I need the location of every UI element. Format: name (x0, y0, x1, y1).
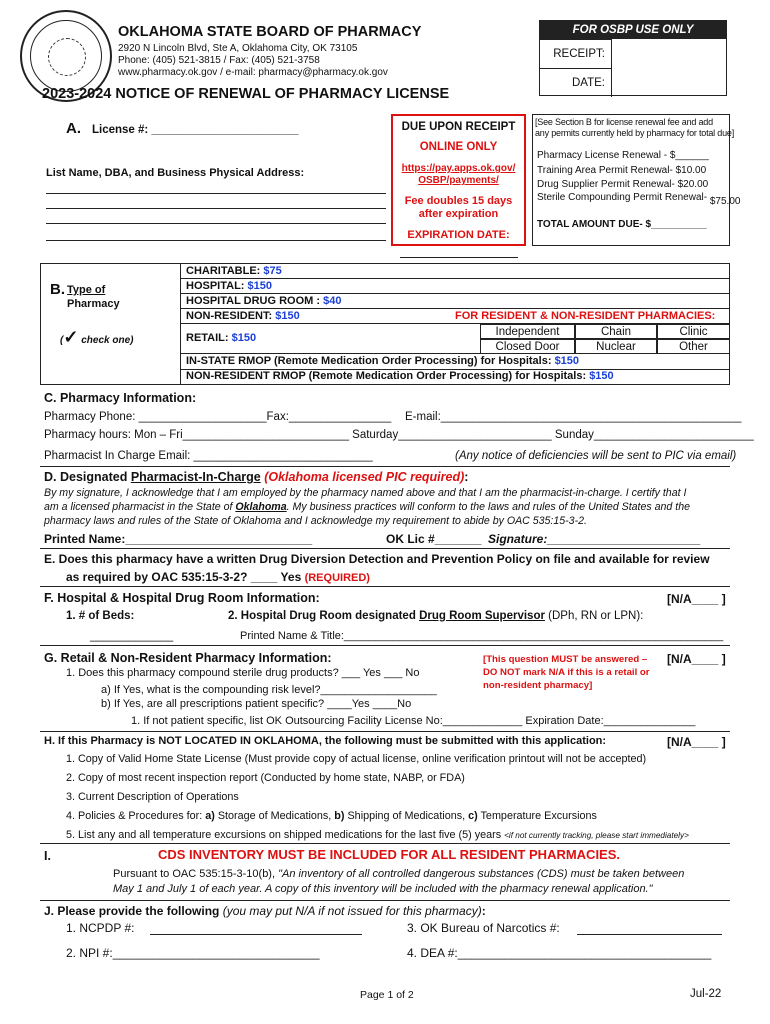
hospital-drug-room-fee: $40 (323, 295, 342, 307)
pharmacy-type-label: Pharmacy (67, 298, 120, 310)
divider-c (40, 466, 730, 467)
address-line-1[interactable] (46, 193, 386, 194)
kind-chain[interactable]: Chain (575, 324, 657, 339)
divider-d (40, 548, 730, 549)
license-number-field[interactable]: License #: _______________________ (92, 124, 299, 136)
section-j-title (44, 904, 486, 918)
h-item-3: 3. Current Description of Operations (66, 791, 239, 803)
h4-g: Temperature Excursions (477, 810, 597, 822)
pic-label: Pharmacist-In-Charge (130, 470, 261, 484)
diversion-required: (REQUIRED) (304, 572, 370, 584)
section-b-letter: B. (50, 281, 65, 298)
fees-note-1: [See Section B for license renewal fee and add (535, 117, 713, 127)
section-f-na[interactable]: [N/A____ ] (667, 592, 726, 606)
instate-rmop-label: IN-STATE RMOP (Remote Medication Order Processing) for Hospitals: (186, 355, 555, 367)
option-nonres-rmop[interactable] (186, 370, 614, 382)
bureau-narcotics-label: 3. OK Bureau of Narcotics #: (407, 921, 560, 935)
kind-other[interactable]: Other (657, 339, 730, 354)
check-paren: ( (60, 335, 64, 346)
h-item-1: 1. Copy of Valid Home State License (Must provide copy of actual license, online verification printout will not be accepted) (66, 753, 647, 765)
sterile-question[interactable]: 1. Does this pharmacy compound sterile drug products? ___ Yes ___ No (66, 667, 420, 679)
cds-text-2: May 1 and July 1 of each year. A copy of this inventory will be included with the pharmacy renewal application." (113, 883, 653, 895)
dea-field[interactable]: 4. DEA #:______________________________________ (407, 946, 712, 960)
address-line-2[interactable] (46, 208, 386, 209)
address-line-4[interactable] (46, 240, 386, 241)
type-of-text: Type of (67, 284, 106, 296)
diversion-policy-answer[interactable] (66, 570, 370, 584)
pharmacy-phone-fax-field[interactable]: Pharmacy Phone: ____________________Fax:________________ (44, 411, 392, 423)
section-g-na[interactable]: [N/A____ ] (667, 652, 726, 666)
training-fee: Training Area Permit Renewal- $10.00 (537, 165, 707, 176)
instate-rmop-fee: $150 (554, 355, 580, 367)
outsourcing-license-field[interactable]: 1. If not patient specific, list OK Outsourcing Facility License No:_____________ Expiration Date:_______________ (131, 715, 696, 727)
pic-acknowledgment-3: pharmacy laws and rules of the State of Oklahoma and I acknowledge my requirement to abide by OAC 535:15-3-2. (44, 515, 587, 527)
h4-f: c) (468, 810, 478, 822)
pic-acknowledgment-1: By my signature, I acknowledge that I am employed by the pharmacy named above and that I am the pharmacist-in-charge. I certify that I (44, 487, 687, 499)
board-phone: Phone: (405) 521-3815 / Fax: (405) 521-3758 (118, 55, 320, 66)
patient-specific-field[interactable]: b) If Yes, are all prescriptions patient specific? ____Yes ____No (101, 698, 412, 710)
cds-1a: Pursuant to OAC 535:15-3-10(b), (113, 868, 279, 880)
sup-post: (DPh, RN or LPN): (544, 610, 644, 622)
non-resident-fee: $150 (275, 310, 300, 322)
option-hospital[interactable] (186, 280, 272, 292)
section-h-title: H. If this Pharmacy is NOT LOCATED IN OKLAHOMA, the following must be submitted with this application: (44, 735, 607, 747)
section-d-title-text: D. Designated (44, 470, 131, 484)
sterile-fee-amount: $75.00 (709, 196, 741, 207)
h4-c: Storage of Medications, (214, 810, 335, 822)
j-title: J. Please provide the following (44, 904, 223, 918)
section-i-letter: I. (44, 849, 51, 863)
check-one-label (60, 327, 133, 348)
j-note: (you may put N/A if not issued for this pharmacy) (222, 904, 482, 918)
g-note-2: DO NOT mark N/A if this is a retail or (483, 667, 650, 678)
kind-nuclear[interactable]: Nuclear (575, 339, 657, 354)
option-instate-rmop[interactable] (186, 355, 579, 367)
kind-closed-door[interactable]: Closed Door (480, 339, 575, 354)
h4-e: Shipping of Medications, (344, 810, 469, 822)
for-resident-heading: FOR RESIDENT & NON-RESIDENT PHARMACIES: (455, 310, 716, 322)
divider-h (40, 843, 730, 844)
h5-text: 5. List any and all temperature excursions on shipped medications for the last five (5) years (66, 829, 505, 841)
renewal-fee[interactable]: Pharmacy License Renewal - $______ (537, 150, 709, 161)
b-row-line-1 (180, 278, 730, 279)
pic-printed-name-field[interactable]: Printed Name:____________________________ (44, 532, 313, 546)
section-f-title: F. Hospital & Hospital Drug Room Information: (44, 591, 320, 605)
ncpdp-label: 1. NCPDP #: (66, 921, 135, 935)
payment-url-2[interactable]: OSBP/payments/ (418, 175, 499, 186)
section-g-title: G. Retail & Non-Resident Pharmacy Information: (44, 651, 332, 665)
page-number: Page 1 of 2 (360, 989, 414, 1001)
fee-doubles-1: Fee doubles 15 days (404, 195, 513, 207)
online-only: ONLINE ONLY (419, 141, 498, 153)
retail-label: RETAIL: (186, 332, 232, 344)
npi-field[interactable]: 2. NPI #:_______________________________ (66, 946, 320, 960)
sup-pre: 2. Hospital Drug Room designated (228, 610, 420, 622)
g-note-3: non-resident pharmacy] (483, 680, 593, 691)
kind-independent[interactable]: Independent (480, 324, 575, 339)
receipt-label: RECEIPT: (540, 39, 612, 68)
diversion-policy-question: E. Does this pharmacy have a written Drug Diversion Detection and Prevention Policy on file and available for review (44, 552, 710, 566)
pic-required: (Oklahoma licensed PIC required) (260, 470, 465, 484)
divider-i (40, 900, 730, 901)
section-b-divider (180, 263, 181, 385)
h-item-5 (66, 829, 689, 841)
section-a-letter: A. (66, 120, 81, 137)
address-label: List Name, DBA, and Business Physical Address: (46, 167, 305, 179)
fee-doubles-2: after expiration (418, 208, 499, 220)
h5-note: <if not currently tracking, please start immediately> (504, 831, 689, 840)
due-upon-receipt: DUE UPON RECEIPT (401, 121, 516, 133)
kind-clinic[interactable]: Clinic (657, 324, 730, 339)
total-amount-due[interactable]: TOTAL AMOUNT DUE- $__________ (537, 219, 707, 230)
cds-inventory-title: CDS INVENTORY MUST BE INCLUDED FOR ALL RESIDENT PHARMACIES. (158, 847, 621, 862)
board-name: OKLAHOMA STATE BOARD OF PHARMACY (118, 24, 422, 40)
h4-b: a) (205, 810, 215, 822)
supervisor-name-field[interactable]: Printed Name & Title:______________________________________________________________ (240, 630, 724, 642)
section-c-title: C. Pharmacy Information: (44, 391, 197, 405)
sterile-fee (537, 192, 741, 207)
revision-date: Jul-22 (690, 988, 722, 1000)
osbp-title: FOR OSBP USE ONLY (540, 21, 726, 39)
osbp-use-box (539, 20, 727, 96)
ack2-a: am a licensed pharmacist in the State of (44, 501, 236, 513)
expiration-date-label: EXPIRATION DATE: (407, 229, 510, 241)
risk-level-field[interactable]: a) If Yes, what is the compounding risk level?___________________ (101, 684, 437, 696)
divider-g (40, 731, 730, 732)
date-label: DATE: (540, 68, 612, 97)
board-web: www.pharmacy.ok.gov / e-mail: pharmacy@pharmacy.ok.gov (118, 67, 388, 78)
pic-email-field[interactable]: Pharmacist In Charge Email: ____________________________ (44, 450, 373, 462)
payment-url-1[interactable]: https://pay.apps.ok.gov/ (401, 163, 516, 174)
nonres-rmop-label: NON-RESIDENT RMOP (Remote Medication Order Processing) for Hospitals: (186, 370, 590, 382)
section-h-na[interactable]: [N/A____ ] (667, 735, 726, 749)
hospital-drug-room-label: HOSPITAL DRUG ROOM : (186, 295, 324, 307)
hospital-label: HOSPITAL: (186, 280, 248, 292)
non-resident-label: NON-RESIDENT: (186, 310, 276, 322)
pharmacy-hours-field[interactable]: Pharmacy hours: Mon – Fri__________________________ Saturday________________________ Sunday_________________________ (44, 429, 754, 441)
option-non-resident[interactable] (186, 310, 300, 322)
g-note-1: [This question MUST be answered – (483, 654, 648, 665)
checkmark-icon: ✓ (63, 327, 79, 347)
address-line-3[interactable] (46, 223, 386, 224)
pic-acknowledgment-2 (44, 501, 690, 513)
pic-license-field[interactable]: OK Lic #_______ (386, 532, 482, 546)
section-d-title (44, 470, 468, 484)
divider-f (40, 645, 730, 646)
hospital-fee: $150 (247, 280, 272, 292)
form-title: 2023-2024 NOTICE OF RENEWAL OF PHARMACY LICENSE (42, 86, 450, 102)
board-address: 2920 N Lincoln Blvd, Ste A, Oklahoma City, OK 73105 (118, 43, 358, 54)
h4-d: b) (334, 810, 345, 822)
nonres-rmop-fee: $150 (589, 370, 614, 382)
option-retail[interactable] (186, 332, 256, 344)
drug-room-supervisor-label (228, 610, 643, 622)
supplier-fee: Drug Supplier Permit Renewal- $20.00 (537, 179, 709, 190)
pic-signature-field[interactable]: Signature:_______________________ (488, 532, 701, 546)
charitable-fee: $75 (263, 265, 282, 277)
h4-a: 4. Policies & Procedures for: (66, 810, 206, 822)
bureau-narcotics-field[interactable] (577, 934, 722, 935)
ack2-c: . My business practices will conform to the laws and rules of the United States and the (286, 501, 690, 513)
h-item-4 (66, 810, 597, 822)
diversion-yes: as required by OAC 535:15-3-2? ____ Yes (66, 570, 305, 584)
pharmacy-email-field[interactable]: E-mail:_______________________________________________ (405, 411, 742, 423)
cds-1b: "An inventory of all controlled dangerous substances (CDS) must be taken between (278, 868, 685, 880)
beds-field[interactable]: _____________ (90, 630, 174, 642)
option-charitable[interactable] (186, 265, 282, 277)
charitable-label: CHARITABLE: (186, 265, 264, 277)
expiration-date-line (400, 257, 518, 258)
ack2-oklahoma: Oklahoma (235, 501, 287, 513)
divider-e (40, 586, 730, 587)
option-hospital-drug-room[interactable] (186, 295, 341, 307)
b-row-line-2 (180, 293, 730, 294)
ncpdp-field[interactable] (150, 934, 362, 935)
cds-text-1 (113, 868, 684, 880)
fees-note-2: any permits currently held by pharmacy for total due] (535, 128, 734, 138)
beds-label: 1. # of Beds: (66, 610, 135, 622)
h-item-2: 2. Copy of most recent inspection report (Conducted by home state, NABP, or FDA) (66, 772, 465, 784)
check-one-text: check one) (81, 335, 134, 346)
retail-fee: $150 (231, 332, 257, 344)
sterile-fee-label: Sterile Compounding Permit Renewal- (537, 192, 710, 203)
type-of-label (67, 284, 105, 296)
section-d-colon: : (464, 470, 469, 484)
b-row-line-3 (180, 308, 730, 309)
j-colon: : (481, 904, 486, 918)
pic-email-note: (Any notice of deficiencies will be sent to PIC via email) (455, 450, 737, 462)
sup-text: Drug Room Supervisor (419, 610, 545, 622)
